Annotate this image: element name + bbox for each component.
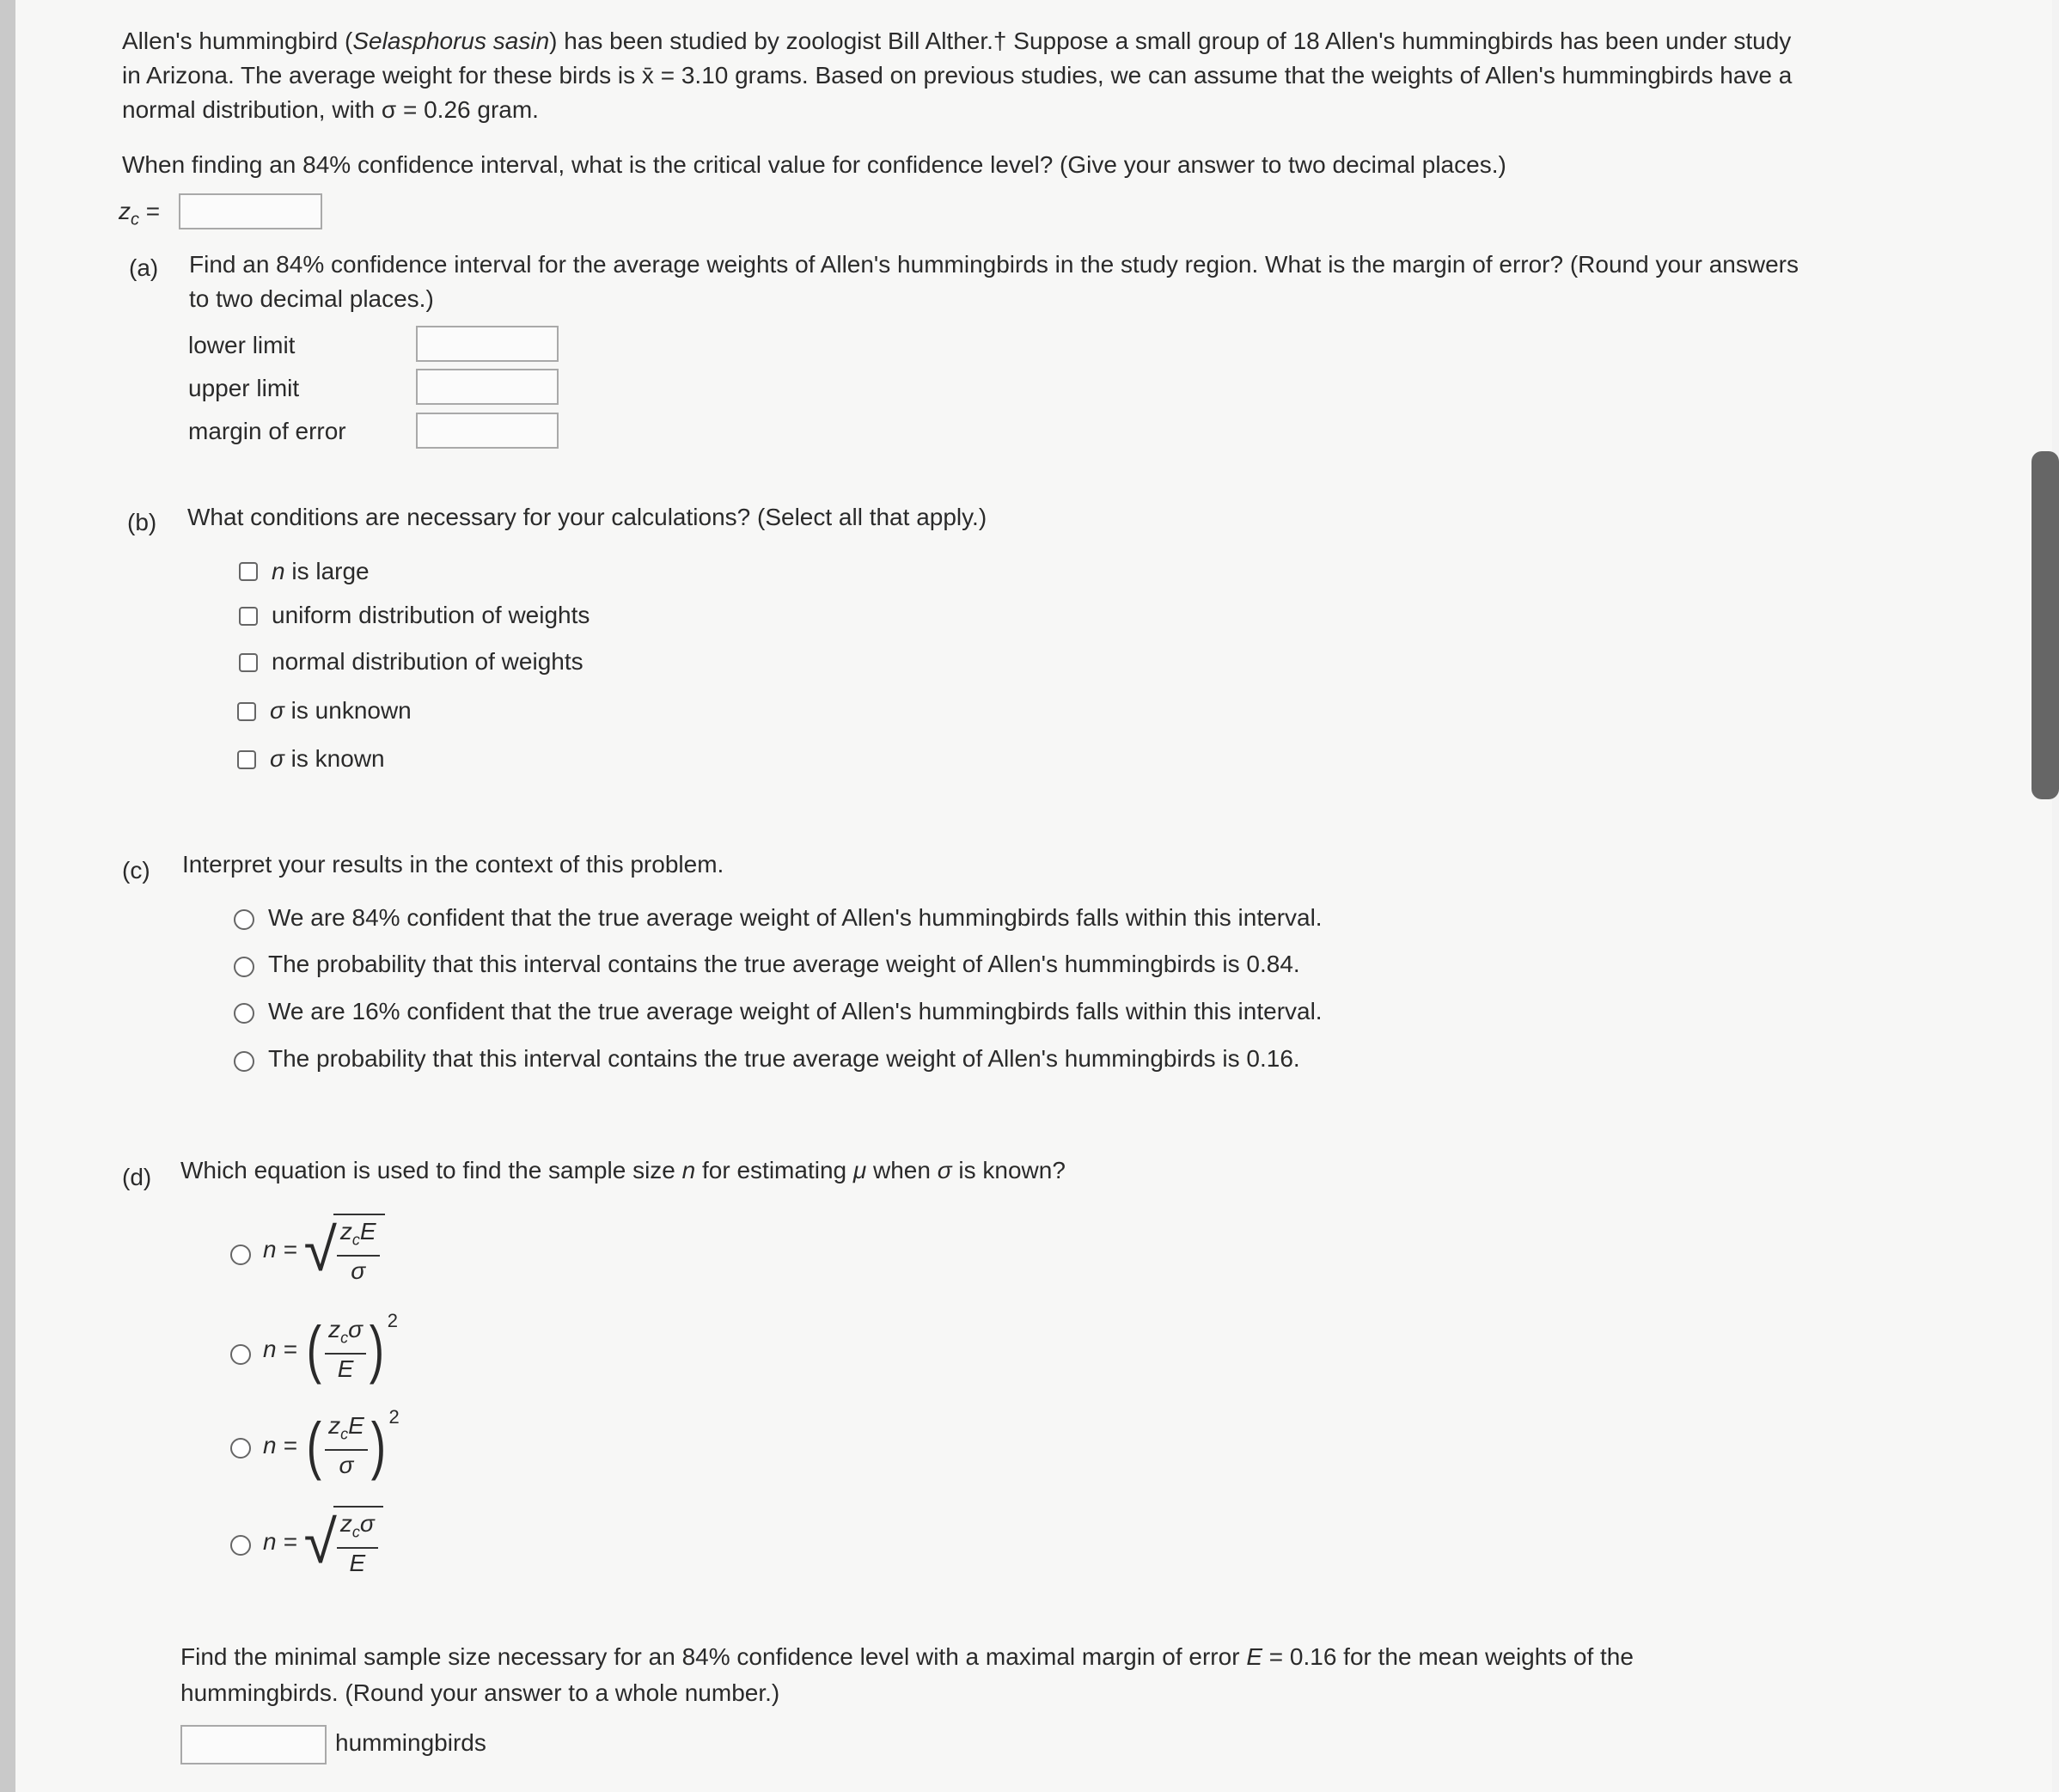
intro-line-2: in Arizona. The average weight for these birds is x̄ = 3.10 grams. Based on previous studies, we can assume that the weights of Allen's hummingbirds have a xyxy=(122,62,1793,89)
intro-line-3: normal distribution, with σ = 0.26 gram. xyxy=(122,96,539,123)
option-n-large: n is large xyxy=(272,558,370,584)
checkbox-sigma-unknown[interactable] xyxy=(237,702,256,721)
part-d-question: Which equation is used to find the sample size n for estimating μ when σ is known? xyxy=(180,1157,1066,1183)
part-d-marker: (d) xyxy=(122,1164,152,1190)
checkbox-uniform[interactable] xyxy=(239,607,258,626)
equation-paren-zcsigma-E: n = ( $\frac{z_c\sigma}{E}$ ) 2 xyxy=(263,1310,398,1385)
margin-of-error-input[interactable] xyxy=(416,413,559,449)
part-a-question-1: Find an 84% confidence interval for the average weights of Allen's hummingbirds in the study region. What is the margin of error? (Round your answers xyxy=(189,251,1799,278)
option-uniform: uniform distribution of weights xyxy=(272,602,590,628)
left-edge xyxy=(0,0,15,1792)
part-b-marker: (b) xyxy=(127,509,157,535)
sample-size-unit: hummingbirds xyxy=(335,1729,486,1756)
zc-label: $z_c$ = xyxy=(119,198,161,229)
equation-lhs: n = xyxy=(263,1235,297,1263)
lower-limit-label: lower limit xyxy=(188,332,296,358)
zc-input[interactable] xyxy=(179,193,322,229)
lower-limit-input[interactable] xyxy=(416,326,559,362)
option-sigma-known: σ is known xyxy=(270,745,385,772)
radio-c-84-confident[interactable] xyxy=(234,909,254,930)
checkbox-normal[interactable] xyxy=(239,653,258,672)
radio-c-16-confident[interactable] xyxy=(234,1003,254,1024)
sample-size-input[interactable] xyxy=(180,1725,327,1764)
part-c-marker: (c) xyxy=(122,857,150,884)
sample-size-question-1: Find the minimal sample size necessary for an 84% confidence level with a maximal margin of error E = 0.16 for the mean weights of the xyxy=(180,1643,1634,1670)
radio-d-paren-zcsigma-E[interactable] xyxy=(230,1344,251,1365)
option-c-84-confident: We are 84% confident that the true average weight of Allen's hummingbirds falls within this interval. xyxy=(268,904,1323,931)
upper-limit-input[interactable] xyxy=(416,369,559,405)
radio-d-sqrt-zcE-sigma[interactable] xyxy=(230,1245,251,1265)
equation-sqrt-zcsigma-E: n = √ $\frac{z_c\sigma}{E}$ xyxy=(263,1506,383,1578)
margin-of-error-label: margin of error xyxy=(188,418,346,444)
radio-c-prob-084[interactable] xyxy=(234,957,254,977)
equation-sqrt-zcE-sigma: n = √ $\frac{z_cE}{\sigma}$ xyxy=(263,1214,385,1286)
intro-line-1: Allen's hummingbird (Selasphorus sasin) has been studied by zoologist Bill Alther.† Suppose a small group of 18 Allen's hummingbirds has been under study xyxy=(122,28,1792,54)
radio-d-sqrt-zcsigma-E[interactable] xyxy=(230,1535,251,1556)
equation-paren-zcE-sigma: n = ( $\frac{z_cE}{\sigma}$ ) 2 xyxy=(263,1406,400,1481)
part-b-question: What conditions are necessary for your calculations? (Select all that apply.) xyxy=(187,504,987,530)
part-c-question: Interpret your results in the context of this problem. xyxy=(182,851,724,878)
scrollbar-thumb[interactable] xyxy=(2032,451,2059,799)
radio-c-prob-016[interactable] xyxy=(234,1051,254,1072)
option-c-prob-016: The probability that this interval contains the true average weight of Allen's hummingbirds is 0.16. xyxy=(268,1045,1300,1072)
sample-size-question-2: hummingbirds. (Round your answer to a whole number.) xyxy=(180,1679,780,1706)
option-c-prob-084: The probability that this interval contains the true average weight of Allen's hummingbirds is 0.84. xyxy=(268,951,1300,977)
critical-question: When finding an 84% confidence interval, what is the critical value for confidence level? (Give your answer to two decimal places.) xyxy=(122,151,1506,178)
option-c-16-confident: We are 16% confident that the true average weight of Allen's hummingbirds falls within this interval. xyxy=(268,998,1323,1024)
checkbox-n-large[interactable] xyxy=(239,562,258,581)
upper-limit-label: upper limit xyxy=(188,375,300,401)
part-a-question-2: to two decimal places.) xyxy=(189,285,434,312)
radio-d-paren-zcE-sigma[interactable] xyxy=(230,1438,251,1459)
part-a-marker: (a) xyxy=(129,254,159,281)
option-sigma-unknown: σ is unknown xyxy=(270,697,412,724)
checkbox-sigma-known[interactable] xyxy=(237,750,256,769)
option-normal: normal distribution of weights xyxy=(272,648,583,675)
